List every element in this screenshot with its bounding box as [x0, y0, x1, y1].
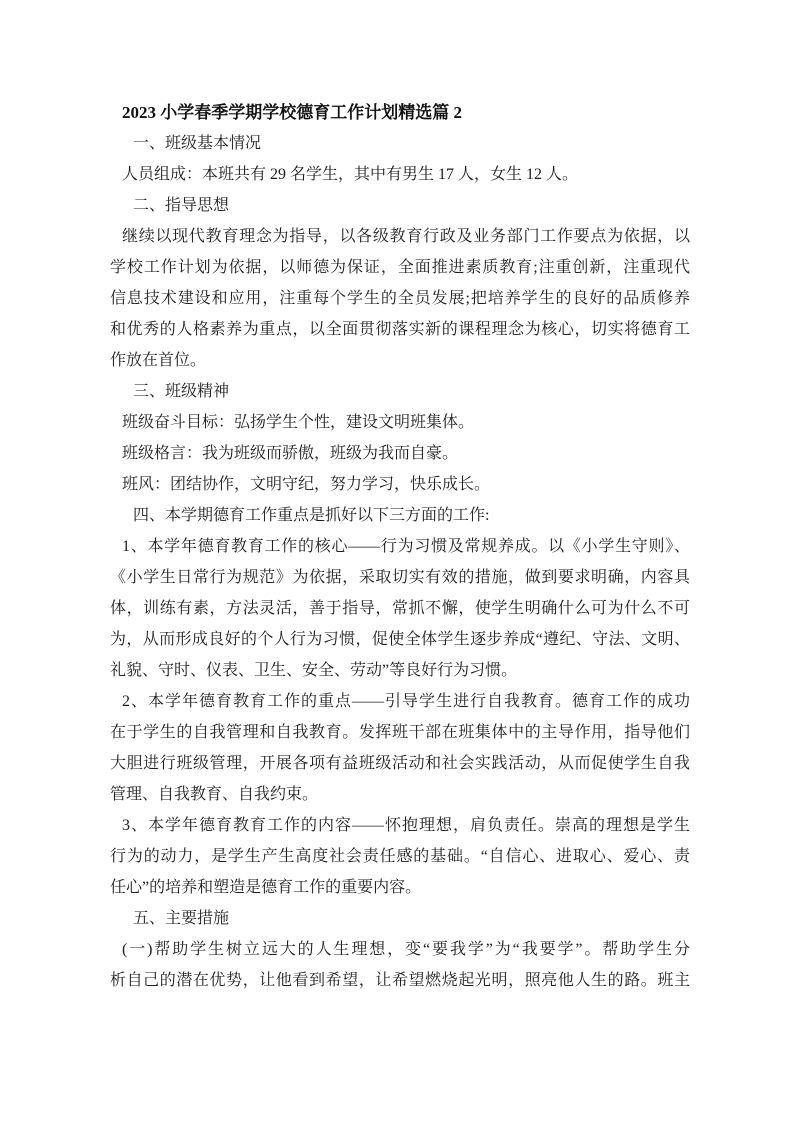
paragraph-line: 班级奋斗目标：弘扬学生个性，建设文明班集体。: [122, 414, 475, 431]
paragraph-line: 班风：团结协作，文明守纪，努力学习，快乐成长。: [122, 476, 491, 493]
paragraph-line: 人员组成：本班共有 29 名学生，其中有男生 17 人，女生 12 人。: [122, 166, 579, 183]
paragraph-line: 继续以现代教育理念为指导，以各级教育行政及业务部门工作要点为依据，以: [122, 228, 690, 245]
paragraph-line: 任心”的培养和塑造是德育工作的重要内容。: [110, 879, 422, 896]
paragraph-line: 2、本学年德育教育工作的重点——引导学生进行自我教育。德育工作的成功: [122, 693, 690, 710]
section-heading: 五、主要措施: [133, 910, 230, 927]
paragraph-line: 班级格言：我为班级而骄傲，班级为我而自豪。: [122, 445, 459, 462]
section-heading: 三、班级精神: [133, 383, 230, 400]
paragraph-line: 体，训练有素，方法灵活，善于指导，常抓不懈，使学生明确什么可为什么不可: [110, 600, 690, 617]
section-heading: 二、指导思想: [133, 197, 230, 214]
paragraph-line: 和优秀的人格素养为重点，以全面贯彻落实新的课程理念为核心，切实将德育工: [110, 321, 690, 338]
paragraph-line: 管理、自我教育、自我约束。: [110, 786, 319, 803]
paragraph-line: 大胆进行班级管理，开展各项有益班级活动和社会实践活动，从而促使学生自我: [110, 755, 690, 772]
paragraph-line: (一)帮助学生树立远大的人生理想，变“要我学”为“我要学”。帮助学生分: [122, 941, 690, 958]
section-heading: 四、本学期德育工作重点是抓好以下三方面的工作:: [133, 507, 490, 524]
paragraph-line: 作放在首位。: [110, 352, 207, 369]
paragraph-line: 为，从而形成良好的个人行为习惯，促使全体学生逐步养成“遵纪、守法、文明、: [110, 631, 690, 648]
paragraph-line: 在于学生的自我管理和自我教育。发挥班干部在班集体中的主导作用，指导他们: [110, 724, 690, 741]
paragraph-line: 学校工作计划为依据，以师德为保证，全面推进素质教育;注重创新，注重现代: [110, 259, 690, 276]
paragraph-line: 1、本学年德育教育工作的核心——行为习惯及常规养成。以《小学生守则》、: [122, 538, 690, 555]
paragraph-line: 析自己的潜在优势，让他看到希望，让希望燃烧起光明，照亮他人生的路。班主: [110, 972, 690, 989]
paragraph-line: 《小学生日常行为规范》为依据，采取切实有效的措施，做到要求明确，内容具: [110, 569, 690, 586]
paragraph-line: 信息技术建设和应用，注重每个学生的全员发展;把培养学生的良好的品质修养: [110, 290, 690, 307]
paragraph-line: 礼貌、守时、仪表、卫生、安全、劳动”等良好行为习惯。: [110, 662, 518, 679]
document-title: 2023 小学春季学期学校德育工作计划精选篇 2: [122, 103, 462, 122]
section-heading: 一、班级基本情况: [133, 135, 262, 152]
paragraph-line: 行为的动力，是学生产生高度社会责任感的基础。“自信心、进取心、爱心、责: [110, 848, 690, 865]
paragraph-line: 3、本学年德育教育工作的内容——怀抱理想，肩负责任。崇高的理想是学生: [122, 817, 690, 834]
